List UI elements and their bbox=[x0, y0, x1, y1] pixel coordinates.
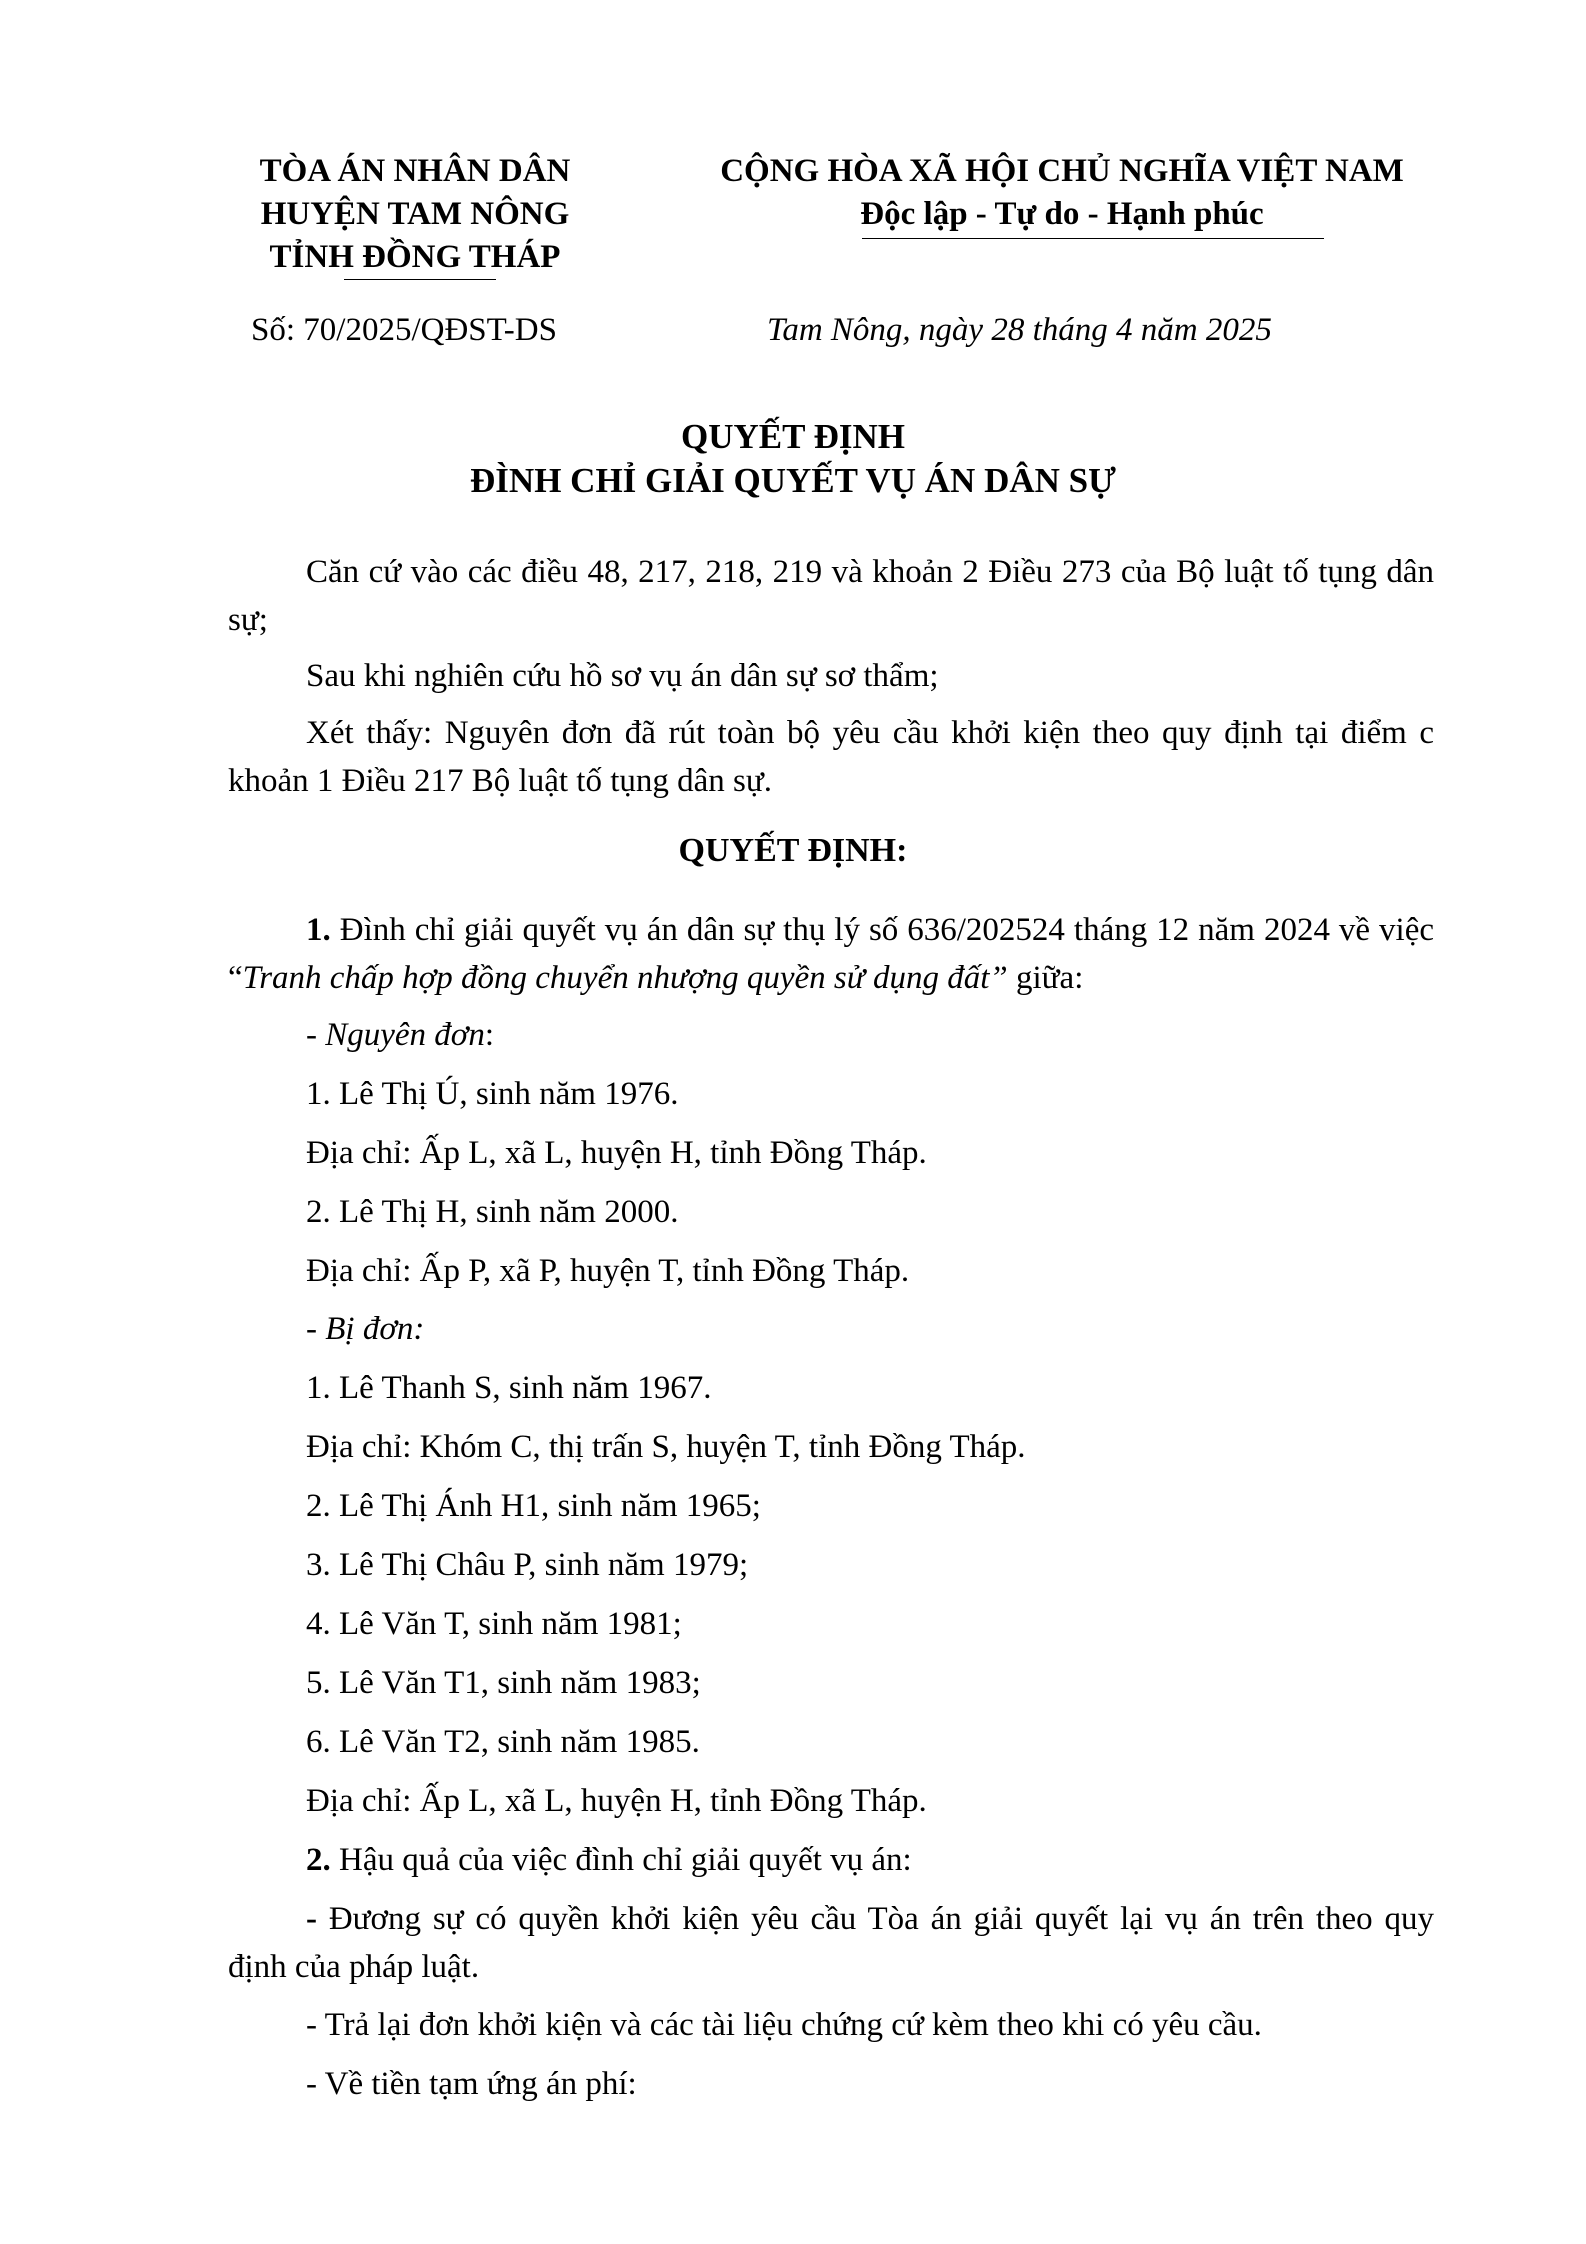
plaintiff-1-address: Địa chỉ: Ấp L, xã L, huyện H, tỉnh Đồng Tháp. bbox=[306, 1135, 927, 1171]
decision-item-2 bbox=[306, 1836, 912, 1884]
defendant-5: 5. Lê Văn T1, sinh năm 1983; bbox=[306, 1665, 701, 1701]
consequence-2: - Trả lại đơn khởi kiện và các tài liệu chứng cứ kèm theo khi có yêu cầu. bbox=[306, 2007, 1262, 2043]
national-motto-block bbox=[682, 150, 1442, 236]
defendant-label: - Bị đơn: bbox=[306, 1311, 425, 1347]
defendant-1-address: Địa chỉ: Khóm C, thị trấn S, huyện T, tỉnh Đồng Tháp. bbox=[306, 1429, 1026, 1465]
preamble-legal-basis-text: Căn cứ vào các điều 48, 217, 218, 219 và khoản 2 Điều 273 của Bộ luật tố tụng dân sự; bbox=[228, 554, 1434, 638]
plaintiff-2-address: Địa chỉ: Ấp P, xã P, huyện T, tỉnh Đồng Tháp. bbox=[306, 1253, 910, 1289]
court-underline bbox=[344, 279, 496, 280]
place-date: Tam Nông, ngày 28 tháng 4 năm 2025 bbox=[767, 312, 1272, 348]
national-motto: Độc lập - Tự do - Hạnh phúc bbox=[860, 196, 1264, 232]
decision-item-1 bbox=[228, 906, 1434, 1002]
plaintiff-label-text: - Nguyên đơn bbox=[306, 1017, 485, 1053]
consequence-1-dash: - bbox=[306, 1901, 317, 1937]
preamble-finding-text: Xét thấy: Nguyên đơn đã rút toàn bộ yêu cầu khởi kiện theo quy định tại điểm c khoản 1 Điều 217 Bộ luật tố tụng dân sự. bbox=[228, 715, 1434, 799]
consequence-1 bbox=[228, 1895, 1434, 1991]
defendant-4: 4. Lê Văn T, sinh năm 1981; bbox=[306, 1606, 682, 1642]
decision-item-1-tail: giữa: bbox=[1007, 960, 1084, 996]
document-title: QUYẾT ĐỊNH bbox=[681, 417, 905, 456]
decision-item-1-text: Đình chỉ giải quyết vụ án dân sự thụ lý số 636/202524 tháng 12 năm 2024 về việc “ bbox=[228, 912, 1435, 996]
decision-item-2-text: Hậu quả của việc đình chỉ giải quyết vụ án: bbox=[330, 1842, 912, 1878]
court-name-block bbox=[225, 150, 605, 279]
national-title: CỘNG HÒA XÃ HỘI CHỦ NGHĨA VIỆT NAM bbox=[720, 153, 1404, 189]
document-subtitle: ĐÌNH CHỈ GIẢI QUYẾT VỤ ÁN DÂN SỰ bbox=[470, 461, 1116, 500]
plaintiff-1: 1. Lê Thị Ú, sinh năm 1976. bbox=[306, 1076, 679, 1112]
court-name-line1: TÒA ÁN NHÂN DÂN bbox=[259, 153, 571, 189]
document-number: Số: 70/2025/QĐST-DS bbox=[251, 312, 557, 348]
case-name: Tranh chấp hợp đồng chuyển nhượng quyền sử dụng đất” bbox=[242, 960, 1008, 996]
plaintiff-label-colon: : bbox=[484, 1017, 495, 1053]
defendants-address: Địa chỉ: Ấp L, xã L, huyện H, tỉnh Đồng Tháp. bbox=[306, 1783, 927, 1819]
decision-item-2-number: 2. bbox=[306, 1842, 331, 1878]
court-name-line3: TỈNH ĐỒNG THÁP bbox=[269, 239, 561, 275]
motto-underline bbox=[862, 238, 1324, 239]
preamble-finding bbox=[228, 709, 1434, 805]
decision-item-1-number: 1. bbox=[306, 912, 331, 948]
defendant-2: 2. Lê Thị Ánh H1, sinh năm 1965; bbox=[306, 1488, 761, 1524]
plaintiff-label bbox=[306, 1011, 494, 1059]
consequence-3: - Về tiền tạm ứng án phí: bbox=[306, 2066, 637, 2102]
court-name-line2: HUYỆN TAM NÔNG bbox=[260, 196, 570, 232]
preamble-legal-basis bbox=[228, 548, 1434, 644]
defendant-6: 6. Lê Văn T2, sinh năm 1985. bbox=[306, 1724, 700, 1760]
consequence-1-text: Đương sự có quyền khởi kiện yêu cầu Tòa án giải quyết lại vụ án trên theo quy định của pháp luật. bbox=[228, 1901, 1434, 1985]
plaintiff-2: 2. Lê Thị H, sinh năm 2000. bbox=[306, 1194, 679, 1230]
preamble-review: Sau khi nghiên cứu hồ sơ vụ án dân sự sơ thẩm; bbox=[306, 658, 939, 694]
defendant-3: 3. Lê Thị Châu P, sinh năm 1979; bbox=[306, 1547, 749, 1583]
defendant-1: 1. Lê Thanh S, sinh năm 1967. bbox=[306, 1370, 712, 1406]
decision-heading: QUYẾT ĐỊNH: bbox=[678, 832, 908, 869]
